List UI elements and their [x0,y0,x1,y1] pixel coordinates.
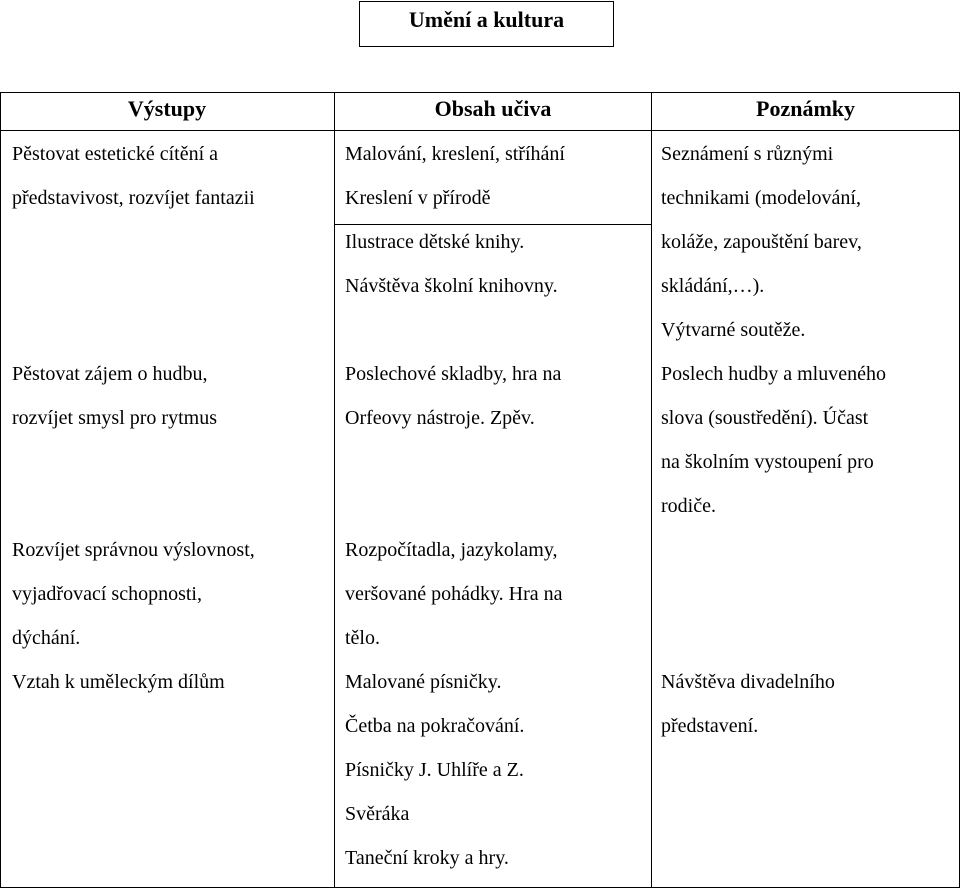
table-row-2-poznamky [661,352,886,528]
table-cell-line: Rozpočítadla, jazykolamy, [345,539,558,561]
column-divider-1 [334,92,335,888]
table-cell-line: Návštěva divadelního [661,671,835,693]
table-cell-line: Písničky J. Uhlíře a Z. [345,759,524,781]
table-cell-line: Vztah k uměleckým dílům [12,671,225,693]
table-top-border [0,92,960,93]
table-cell-line: rodiče. [661,495,716,517]
column-header-vystupy: Výstupy [127,96,207,121]
table-cell-line: Seznámení s různými [661,143,834,165]
table-cell-line: koláže, zapouštění barev, [661,231,862,253]
column-divider-2 [651,92,652,888]
table-cell-line: Pěstovat estetické cítění a [12,143,219,165]
table-row-4-vystupy [12,660,225,704]
column-header-poznamky: Poznámky [756,96,855,121]
column-header-obsah: Obsah učiva [434,96,552,121]
table-cell-line: Poslechové skladby, hra na [345,363,562,385]
table-cell-line: představení. [661,715,759,737]
table-cell-line: vyjadřovací schopnosti, [12,583,202,605]
table-cell-line: slova (soustředění). Účast [661,407,869,429]
table-cell-line: Taneční kroky a hry. [345,847,509,869]
table-cell-line: Poslech hudby a mluveného [661,363,886,385]
table-row-1-poznamky [661,132,862,352]
table-cell-line: tělo. [345,627,380,649]
table-cell-line: veršované pohádky. Hra na [345,583,563,605]
table-cell-line: Výtvarné soutěže. [661,319,806,341]
table-cell-line: Svěráka [345,803,410,825]
table-row-3-vystupy [12,528,255,660]
table-row-1-vystupy [12,132,255,220]
table-cell-line: Malování, kreslení, stříhání [345,143,565,165]
table-cell-line: Rozvíjet správnou výslovnost, [12,539,255,561]
table-row-4-poznamky [661,660,835,748]
header-bottom-border [0,130,960,131]
table-cell-line: Kreslení v přírodě [345,187,491,209]
table-cell-line: dýchání. [12,627,81,649]
table-cell-line: Návštěva školní knihovny. [345,275,558,297]
table-cell-line: Malované písničky. [345,671,502,693]
table-cell-line: rozvíjet smysl pro rytmus [12,407,217,429]
table-cell-line: skládání,…). [661,275,765,297]
table-row-2-vystupy [12,352,217,440]
table-row-1-obsah [345,132,565,308]
page-title: Umění a kultura [359,1,614,47]
table-cell-line: na školním vystoupení pro [661,451,874,473]
table-row-2-obsah [345,352,561,440]
table-cell-line: Pěstovat zájem o hudbu, [12,363,208,385]
table-row-4-obsah [345,660,524,880]
table-cell-line: Orfeovy nástroje. Zpěv. [345,407,535,429]
table-cell-line: představivost, rozvíjet fantazii [12,187,255,209]
table-bottom-border [0,887,960,888]
table-cell-line: Ilustrace dětské knihy. [345,231,525,253]
table-left-border [0,92,1,888]
table-cell-line: Četba na pokračování. [345,715,525,737]
table-row-3-obsah [345,528,563,660]
table-cell-line: technikami (modelování, [661,187,861,209]
